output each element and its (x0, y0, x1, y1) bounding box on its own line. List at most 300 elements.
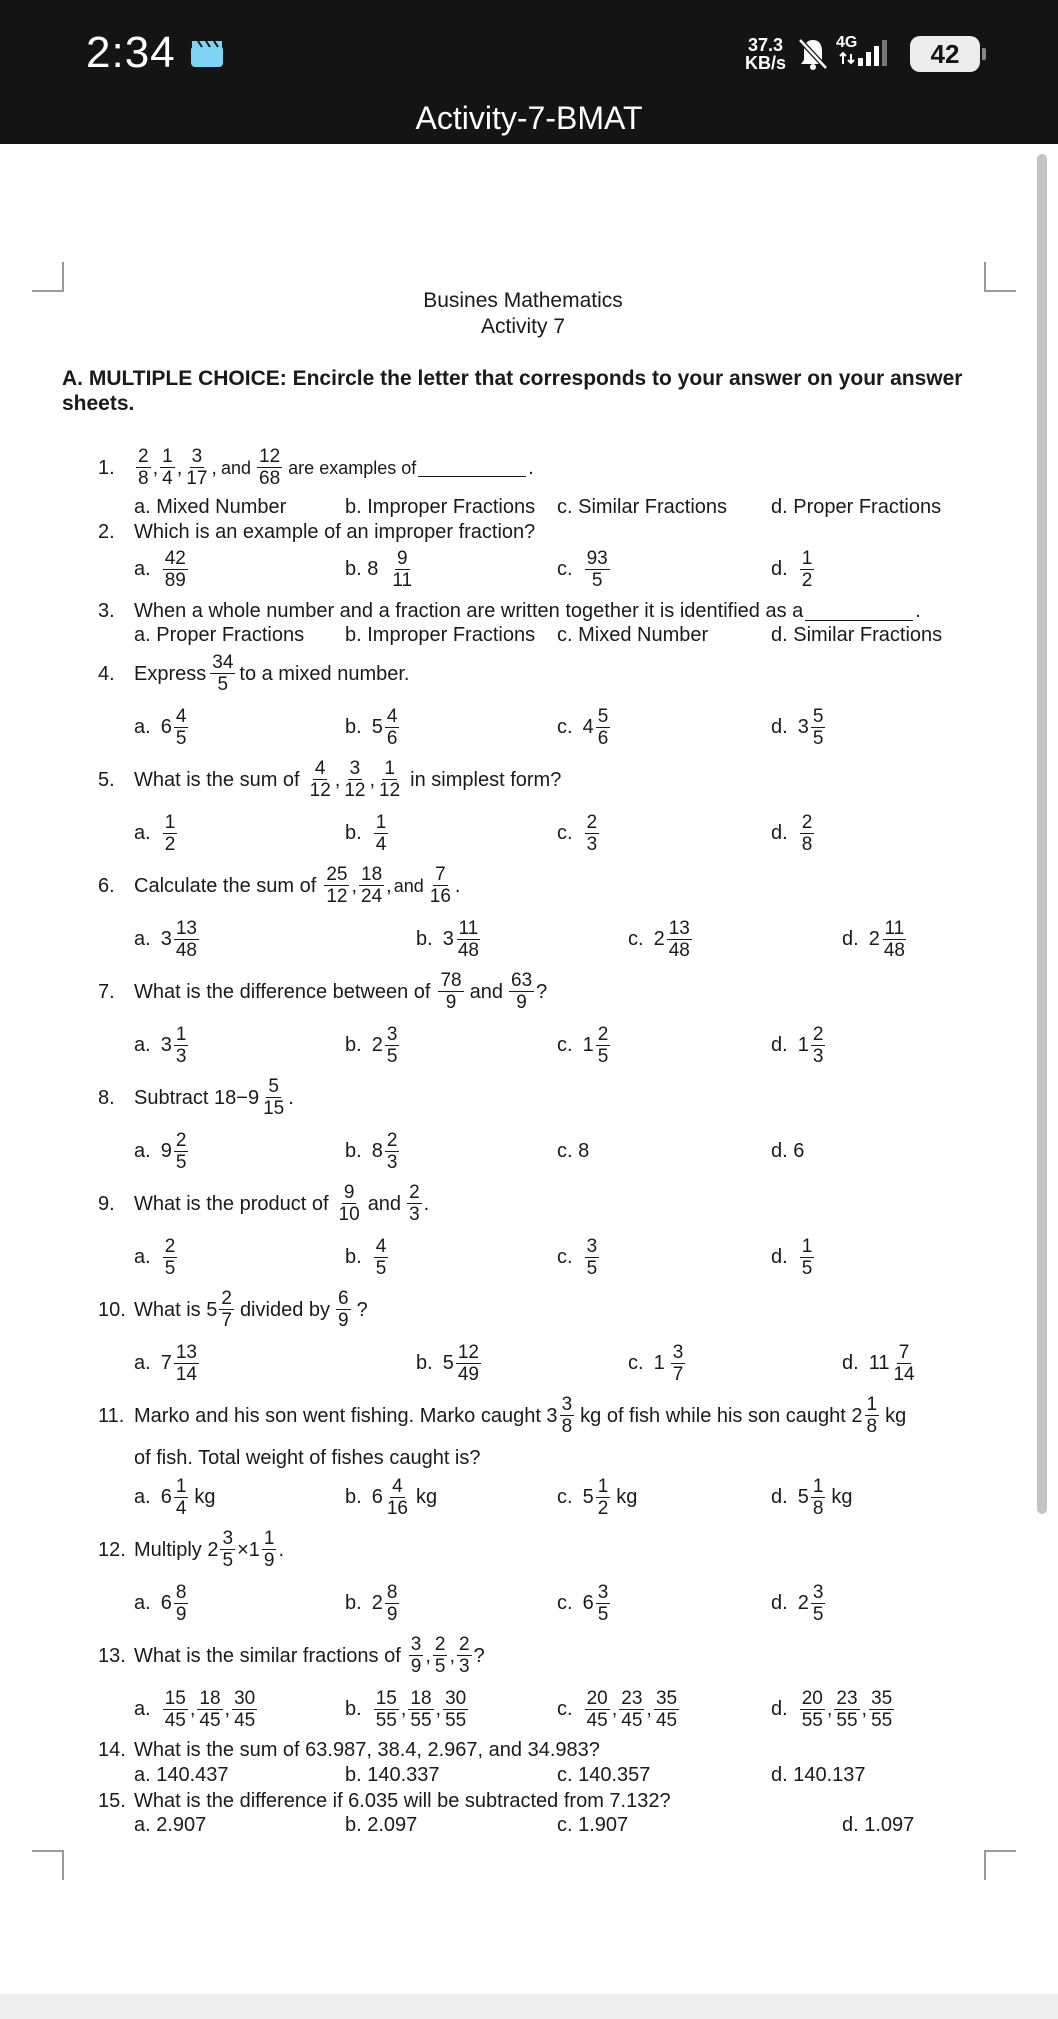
question-number: 10. (98, 1298, 126, 1321)
choice-letter: c. (628, 1352, 644, 1374)
choice-d[interactable] (842, 1342, 919, 1385)
denominator: 55 (801, 1710, 823, 1731)
numerator: 20 (586, 1688, 608, 1709)
numerator: 35 (871, 1688, 893, 1709)
question-15 (98, 1789, 671, 1813)
fraction (184, 446, 209, 489)
separator: , (425, 1644, 431, 1667)
numerator: 3 (812, 1582, 824, 1603)
whole-number: 4 (582, 716, 594, 738)
question-12 (98, 1528, 284, 1571)
choice-letter: c. (557, 1698, 573, 1720)
separator: , (646, 1698, 652, 1720)
punctuation: ? (356, 1298, 368, 1321)
denominator: 5 (434, 1656, 446, 1677)
numerator: 2 (459, 1634, 470, 1655)
fraction (438, 970, 463, 1013)
fraction (219, 1288, 234, 1331)
choice-c[interactable]: c. Mixed Number (557, 624, 709, 646)
choice-b[interactable] (416, 918, 483, 961)
choice-c[interactable] (557, 548, 612, 591)
choice-d[interactable]: d. Proper Fractions (771, 496, 942, 518)
numerator: 11 (458, 918, 479, 939)
document-title: Activity-7-BMAT (415, 100, 643, 136)
question-number: 1. (98, 456, 115, 479)
unit: kg (885, 1404, 907, 1427)
separator: , (369, 768, 376, 791)
choice-letter: a. (134, 1246, 151, 1268)
choice-letter: d. (771, 1592, 788, 1614)
numerator: 3 (561, 1394, 573, 1415)
fraction (342, 758, 367, 801)
fraction (385, 1582, 400, 1625)
whole-number: 3 (442, 928, 454, 950)
choice-a[interactable] (134, 706, 190, 749)
cellular-signal (836, 34, 888, 72)
numerator: 4 (375, 1236, 387, 1257)
whole-number: 2 (371, 1034, 383, 1056)
denominator: 45 (199, 1710, 221, 1731)
fraction (390, 548, 414, 591)
fraction (385, 706, 400, 749)
question-text: to a mixed number. (239, 662, 410, 685)
separator: , (861, 1698, 868, 1720)
choice-c[interactable] (557, 1582, 612, 1625)
choice-c[interactable] (628, 1342, 687, 1385)
separator: , (224, 1698, 231, 1720)
choice-b[interactable] (345, 1236, 390, 1279)
question-number: 9. (98, 1192, 115, 1215)
whole-number: 6 (582, 1592, 594, 1614)
denominator: 2 (801, 570, 813, 591)
denominator: 55 (871, 1710, 893, 1731)
choice-c[interactable] (557, 1688, 681, 1731)
denominator: 14 (893, 1364, 915, 1385)
choice-d[interactable]: d. 1.097 (842, 1814, 915, 1836)
fraction (428, 864, 453, 907)
choice-letter: a. (134, 1140, 151, 1162)
denominator: 45 (164, 1710, 186, 1731)
fraction (163, 548, 188, 591)
bottom-edge (0, 1994, 1058, 2019)
numerator: 5 (268, 1076, 279, 1097)
fraction (800, 1236, 815, 1279)
choice-d[interactable] (771, 812, 816, 855)
denominator: 48 (175, 940, 197, 961)
denominator: 89 (164, 570, 186, 591)
choice-letter: c. (557, 558, 573, 580)
choice-c[interactable] (557, 1236, 601, 1279)
answer-blank (418, 458, 526, 477)
numerator: 2 (801, 812, 813, 833)
denominator: 45 (234, 1710, 256, 1731)
choice-c[interactable]: c. 1.907 (557, 1814, 629, 1836)
fraction (374, 1236, 389, 1279)
denominator: 3 (386, 1152, 398, 1173)
numerator: 8 (386, 1582, 398, 1603)
numerator: 4 (386, 706, 398, 727)
separator: , (189, 1698, 196, 1720)
numerator: 11 (884, 918, 905, 939)
fraction (457, 1634, 472, 1677)
unit: kg (415, 1486, 438, 1508)
choice-b[interactable] (345, 1582, 401, 1625)
numerator: 5 (597, 706, 609, 727)
numerator: 20 (801, 1688, 823, 1709)
denominator: 55 (410, 1710, 432, 1731)
choice-letter: a. (134, 1592, 151, 1614)
denominator: 3 (586, 834, 598, 855)
question-11-continued (134, 1446, 481, 1470)
question-14 (98, 1738, 600, 1762)
question-text: Marko and his son went fishing. Marko caught 3 (134, 1404, 558, 1427)
denominator: 5 (597, 1604, 609, 1625)
denominator: 9 (516, 992, 527, 1013)
question-number: 5. (98, 768, 115, 791)
choice-b[interactable] (345, 812, 390, 855)
whole-number: 3 (160, 1034, 172, 1056)
choice-letter: d. (771, 1034, 788, 1056)
fraction (509, 970, 534, 1013)
denominator: 4 (175, 1498, 187, 1519)
fraction (865, 1394, 880, 1437)
whole-number: 2 (371, 1592, 383, 1614)
choice-a[interactable]: a. Mixed Number (134, 496, 287, 518)
denominator: 8 (138, 468, 149, 489)
choice-a[interactable]: a. 2.907 (134, 1814, 207, 1836)
denominator: 68 (259, 468, 281, 489)
fraction (596, 1582, 611, 1625)
fraction (409, 1634, 424, 1677)
denominator: 5 (375, 1258, 387, 1279)
conjunction: and (220, 457, 252, 478)
fraction (308, 758, 333, 801)
scrollbar[interactable] (1037, 154, 1047, 1514)
denominator: 55 (445, 1710, 467, 1731)
choice-letter: b. (345, 822, 362, 844)
choice-letter: c. (557, 1246, 573, 1268)
choice-letter: d. (842, 1352, 859, 1374)
choice-d[interactable] (771, 706, 827, 749)
question-2 (98, 520, 535, 544)
choice-letter: b. (345, 1034, 362, 1056)
denominator: 5 (164, 1258, 176, 1279)
fraction (585, 1236, 600, 1279)
subject-heading: Busines Mathematics (423, 289, 623, 312)
question-text: kg of fish while his son caught 2 (580, 1404, 863, 1427)
denominator: 45 (621, 1710, 643, 1731)
denominator: 6 (597, 728, 609, 749)
choice-d[interactable] (842, 918, 909, 961)
fraction (385, 1130, 400, 1173)
numerator: 1 (175, 1024, 187, 1045)
denominator: 15 (263, 1098, 285, 1119)
top-bar (0, 0, 1058, 144)
choice-a[interactable]: a. Proper Fractions (134, 624, 305, 646)
numerator: 4 (175, 706, 187, 727)
numerator: 30 (234, 1688, 256, 1709)
choice-c[interactable] (557, 812, 601, 855)
numerator: 18 (199, 1688, 221, 1709)
whole-number: 11 (868, 1352, 890, 1374)
fraction (174, 1130, 189, 1173)
choice-letter: c. (557, 1592, 573, 1614)
numerator: 35 (655, 1688, 678, 1709)
choice-b[interactable]: b. 140.337 (345, 1764, 440, 1786)
denominator: 7 (672, 1364, 684, 1385)
choice-c[interactable] (557, 1476, 637, 1519)
fraction (811, 1024, 826, 1067)
question-number: 7. (98, 980, 115, 1003)
status-time: 2:34 (86, 28, 176, 77)
fraction (456, 1342, 481, 1385)
choice-d[interactable] (771, 1582, 827, 1625)
numerator: 4 (392, 1476, 403, 1497)
separator: , (176, 456, 183, 479)
fraction (560, 1394, 575, 1437)
punctuation: ? (536, 980, 548, 1003)
choice-c[interactable]: c. 140.357 (557, 1764, 651, 1786)
activity-heading: Activity 7 (480, 315, 566, 338)
numerator: 18 (361, 864, 383, 885)
choice-a[interactable] (134, 812, 179, 855)
choice-letter: a. (134, 716, 151, 738)
choice-d[interactable] (771, 1236, 816, 1279)
speed-unit: KB/s (745, 53, 787, 73)
bell-muted-icon (796, 36, 830, 72)
choice-a[interactable] (134, 1130, 190, 1173)
choice-letter: b. (416, 1352, 433, 1374)
whole-number: 5 (442, 1352, 454, 1374)
question-text: in simplest form? (410, 768, 562, 791)
fraction (385, 1476, 410, 1519)
fraction (800, 1688, 825, 1731)
choice-b[interactable] (345, 1024, 401, 1067)
choice-d[interactable] (771, 1024, 827, 1067)
choice-letter: c. (628, 928, 644, 950)
fraction (163, 1236, 178, 1279)
question-text: are examples of (288, 457, 417, 478)
denominator: 5 (586, 1258, 598, 1279)
separator: , (400, 1698, 407, 1720)
question-text: What is the sum of 63.987, 38.4, 2.967, and 34.983? (134, 1739, 600, 1761)
numerator: 78 (440, 970, 462, 991)
choice-a[interactable] (134, 1476, 216, 1519)
choice-a[interactable] (134, 918, 201, 961)
choice-d[interactable] (771, 1476, 853, 1519)
denominator: 5 (175, 728, 187, 749)
numerator: 2 (164, 1236, 176, 1257)
choice-c[interactable]: c. 8 (557, 1140, 590, 1162)
choice-letter: a. (134, 822, 151, 844)
fraction (163, 812, 178, 855)
choice-letter: b. (345, 716, 362, 738)
question-5 (98, 758, 561, 801)
choice-b[interactable] (345, 1476, 437, 1519)
fraction (336, 1288, 351, 1331)
whole-number: 7 (160, 1352, 172, 1374)
numerator: 3 (191, 446, 203, 467)
fraction (811, 1582, 826, 1625)
numerator: 63 (511, 970, 533, 991)
choice-d[interactable]: d. 140.137 (771, 1764, 866, 1786)
denominator: 5 (222, 1550, 234, 1571)
choice-letter: d. (771, 558, 788, 580)
denominator: 4 (162, 468, 173, 489)
fraction (585, 812, 600, 855)
choice-d[interactable]: d. Similar Fractions (771, 624, 943, 646)
fraction (834, 1688, 859, 1731)
separator: , (611, 1698, 618, 1720)
choice-c[interactable] (557, 1024, 612, 1067)
choice-d[interactable] (771, 548, 816, 591)
choice-d[interactable]: d. 6 (771, 1140, 805, 1162)
numerator: 2 (812, 1024, 824, 1045)
denominator: 45 (655, 1710, 678, 1731)
question-number: 14. (98, 1739, 126, 1761)
fraction (232, 1688, 257, 1731)
choice-b[interactable] (345, 1130, 401, 1173)
choice-letter: a. (134, 1352, 151, 1374)
choice-c[interactable] (557, 706, 612, 749)
choice-a[interactable] (134, 1582, 190, 1625)
speed-value: 37.3 (747, 35, 784, 55)
choice-letter: d. (771, 716, 788, 738)
numerator: 1 (164, 812, 176, 833)
denominator: 3 (459, 1656, 470, 1677)
numerator: 2 (586, 812, 598, 833)
choice-d[interactable] (771, 1688, 896, 1731)
numerator: 13 (175, 918, 197, 939)
whole-number: 1 (582, 1034, 594, 1056)
denominator: 16 (429, 886, 451, 907)
choice-b[interactable]: b. Improper Fractions (345, 496, 536, 518)
question-text: What is the difference if 6.035 will be subtracted from 7.132? (134, 1790, 671, 1812)
punctuation: . (278, 1538, 285, 1561)
choice-a[interactable] (134, 1342, 201, 1385)
question-text: Subtract 18−9 (134, 1086, 260, 1109)
whole-number: 3 (797, 716, 809, 738)
numerator: 2 (597, 1024, 609, 1045)
fraction (811, 706, 826, 749)
separator: , (386, 874, 392, 897)
fraction (667, 918, 692, 961)
fraction (337, 1182, 362, 1225)
choice-letter: a. (134, 1698, 151, 1720)
fraction (811, 1476, 826, 1519)
denominator: 12 (344, 780, 366, 801)
choice-a[interactable] (134, 1236, 179, 1279)
denominator: 12 (326, 886, 348, 907)
denominator: 8 (561, 1416, 573, 1437)
denominator: 48 (883, 940, 905, 961)
crop-mark-bottom-right (984, 1850, 1016, 1880)
choice-b[interactable]: b. Improper Fractions (345, 624, 536, 646)
punctuation: . (915, 600, 921, 622)
numerator: 6 (338, 1288, 349, 1309)
numerator: 9 (343, 1182, 355, 1203)
question-number: 11. (98, 1404, 125, 1427)
choice-b[interactable] (345, 548, 416, 591)
fraction (197, 1688, 222, 1731)
whole-number: 9 (160, 1140, 172, 1162)
choice-b[interactable] (345, 1688, 470, 1731)
numerator: 4 (314, 758, 326, 779)
question-text: Which is an example of an improper fraction? (134, 521, 536, 543)
separator: , (435, 1698, 442, 1720)
denominator: 8 (801, 834, 813, 855)
choice-letter: d. (771, 822, 788, 844)
choice-letter: c. (557, 1034, 573, 1056)
fraction (671, 1342, 686, 1385)
choice-c[interactable]: c. Similar Fractions (557, 496, 728, 518)
numerator: 2 (221, 1288, 232, 1309)
choice-letter: d. (771, 1486, 788, 1508)
question-number: 4. (98, 662, 115, 685)
question-6 (98, 864, 460, 907)
denominator: 5 (812, 1604, 824, 1625)
denominator: 48 (668, 940, 690, 961)
choice-b[interactable] (416, 1342, 483, 1385)
choice-a[interactable] (134, 1688, 259, 1731)
fraction (869, 1688, 894, 1731)
denominator: 14 (175, 1364, 197, 1385)
fraction (174, 1476, 189, 1519)
question-10 (98, 1288, 368, 1331)
choice-letter: d. (842, 928, 859, 950)
denominator: 9 (445, 992, 457, 1013)
choice-letter: c. (557, 822, 573, 844)
numerator: 1 (866, 1394, 878, 1415)
whole-number: 5 (371, 716, 383, 738)
whole-number: 5 (582, 1486, 594, 1508)
choice-a[interactable] (134, 548, 190, 591)
choice-b[interactable]: b. 2.097 (345, 1814, 418, 1836)
numerator: 3 (349, 758, 361, 779)
question-8 (98, 1076, 294, 1119)
denominator: 48 (457, 940, 479, 961)
unit: kg (831, 1486, 853, 1508)
unit: kg (616, 1486, 638, 1508)
denominator: 12 (309, 780, 331, 801)
punctuation: ? (473, 1644, 485, 1667)
choice-c[interactable] (628, 918, 694, 961)
whole-number: 5 (797, 1486, 809, 1508)
numerator: 2 (409, 1182, 420, 1203)
numerator: 15 (375, 1688, 397, 1709)
numerator: 18 (410, 1688, 432, 1709)
numerator: 1 (801, 548, 813, 569)
battery-indicator: 42 (910, 36, 980, 72)
numerator: 2 (434, 1634, 446, 1655)
whole-number: 6 (371, 1486, 383, 1508)
numerator: 2 (138, 446, 149, 467)
numerator: 3 (386, 1024, 398, 1045)
fraction (174, 1582, 189, 1625)
denominator: 5 (217, 674, 229, 695)
question-text: ×1 (237, 1538, 260, 1561)
punctuation: . (288, 1086, 294, 1109)
denominator: 9 (338, 1310, 349, 1331)
fraction (800, 812, 815, 855)
choice-a[interactable]: a. 140.437 (134, 1764, 229, 1786)
fraction (585, 548, 610, 591)
choice-a[interactable] (134, 1024, 190, 1067)
choice-b[interactable] (345, 706, 401, 749)
choice-letter: b. (345, 1486, 362, 1508)
numerator: 3 (672, 1342, 684, 1363)
choice-letter: a. (134, 928, 151, 950)
